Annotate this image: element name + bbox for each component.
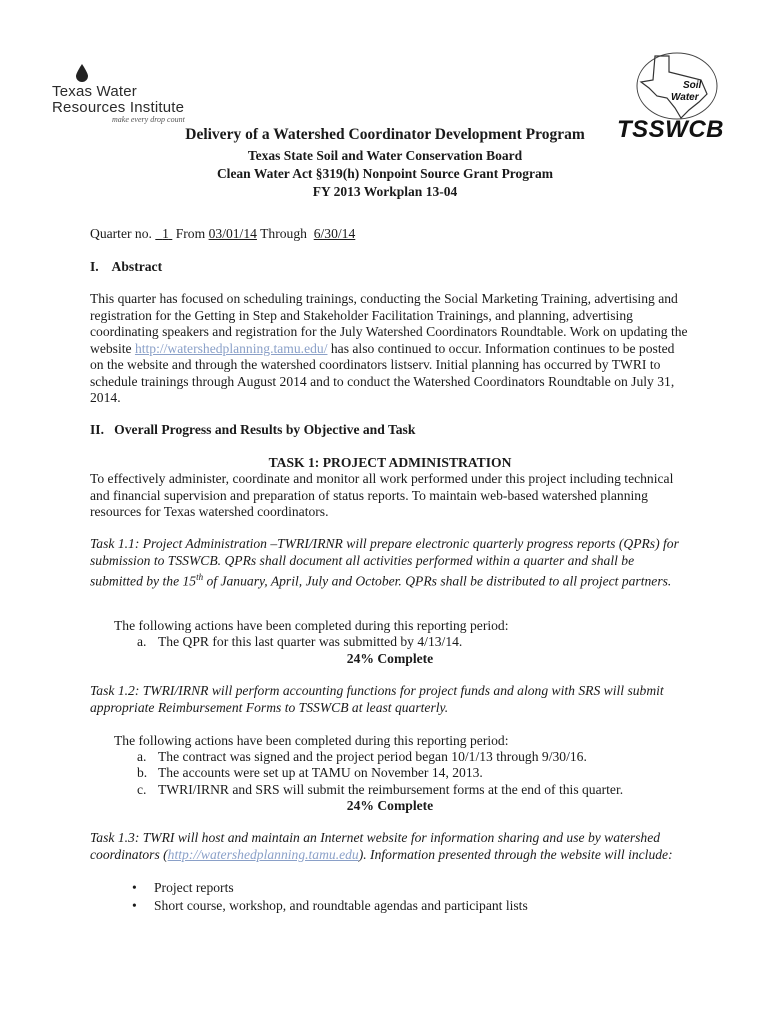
twri-name-line2: Resources Institute [52,99,185,116]
task-1-2-item-c: TWRI/IRNR and SRS will submit the reimbursement forms at the end of this quarter. [158,782,624,797]
from-label: From [175,226,206,241]
document-header [0,126,770,202]
task-1-1-text: Task 1.1: Project Administration –TWRI/IRNR will prepare electronic quarterly progress reports (QPRs) for submission to TSSWCB. QPRs shall document all activities performed within a quarter and shall be submitted by the 15th of January, April, July and October. QPRs shall be distributed to all project partners. [90,536,679,589]
twri-tagline: make every drop count [112,115,185,124]
section2-heading: II. Overall Progress and Results by Objective and Task [90,422,416,437]
from-date: 03/01/14 [208,226,257,241]
bullet-icon: • [132,898,137,913]
task-1-1-actions-intro: The following actions have been completed during this reporting period: [114,618,509,633]
abstract-heading: I. Abstract [90,259,163,274]
water-label: Water [671,92,699,103]
document-title: Delivery of a Watershed Coordinator Development Program [185,126,585,143]
abstract-body: This quarter has focused on scheduling trainings, conducting the Social Marketing Training, advertising and registration for the Getting in Step and Stakeholder Facilitation Trainings, and planning, advertising coordinating speakers and registration for the July Watershed Coordinators Roundtable. Work on updating the website http://watershedplanning.tamu.edu/ has also continued to occur. Information continues to be posted on the website and through the watershed coordinators listserv. Initial planning has occurred by TWRI to schedule trainings through August 2014 and to conduct the Watershed Coordinators Roundtable on July 31, 2014. [90,291,688,405]
task-1-2-item-letter-a: a. [137,749,147,764]
soil-label: Soil [683,80,702,91]
bullet-icon: • [132,880,137,895]
task-1-3-bullet-1: Project reports [154,880,234,895]
twri-logo [52,64,202,124]
quarter-label: Quarter no. [90,226,152,241]
website-link[interactable]: http://watershedplanning.tamu.edu/ [134,340,328,356]
task-1-2-text: Task 1.2: TWRI/IRNR will perform accounting functions for project funds and along with SRS will submit appropriate Reimbursement Forms to TSSWCB at least quarterly. [90,683,664,715]
task-1-1-item: The QPR for this last quarter was submitted by 4/13/14. [158,634,463,649]
task-1-2-item-letter-c: c. [137,782,147,797]
task1-heading: TASK 1: PROJECT ADMINISTRATION [268,455,512,470]
twri-name [52,84,184,116]
header-workplan: FY 2013 Workplan 13-04 [312,184,458,199]
quarter-line [90,226,690,243]
task-1-2-complete: 24% Complete [346,798,434,813]
task-1-2-item-a: The contract was signed and the project period began 10/1/13 through 9/30/16. [158,749,587,764]
task-1-2-item-b: The accounts were set up at TAMU on November 14, 2013. [158,765,483,780]
tsswcb-wordmark: TSSWCB [617,116,724,143]
task-1-2-item-letter-b: b. [137,765,148,780]
task-1-3-bullet-2: Short course, workshop, and roundtable agendas and participant lists [154,898,528,913]
twri-name-line1: Texas Water [52,83,138,100]
task1-description: To effectively administer, coordinate and monitor all work performed under this project including technical and financial supervision and preparation of status reports. To maintain web-based watershed planning resources for Texas watershed coordinators. [90,471,674,519]
task-1-1-item-letter: a. [137,634,147,649]
water-drop-icon [76,64,88,82]
quarter-number: 1 [162,226,169,241]
header-agency: Texas State Soil and Water Conservation Board [247,148,523,163]
through-label: Through [260,226,307,241]
task-1-2-actions-intro: The following actions have been completed during this reporting period: [114,733,509,748]
website-link-2[interactable]: http://watershedplanning.tamu.edu [167,846,359,862]
texas-map-icon [615,50,725,120]
through-date: 6/30/14 [313,226,356,241]
task-1-3-text: Task 1.3: TWRI will host and maintain an Internet website for information sharing and use by watershed coordinators (http://watershedplanning.tamu.edu). Information presented through the website will include: [90,830,673,862]
task-1-1-complete: 24% Complete [346,651,434,666]
header-program: Clean Water Act §319(h) Nonpoint Source Grant Program [216,166,554,181]
